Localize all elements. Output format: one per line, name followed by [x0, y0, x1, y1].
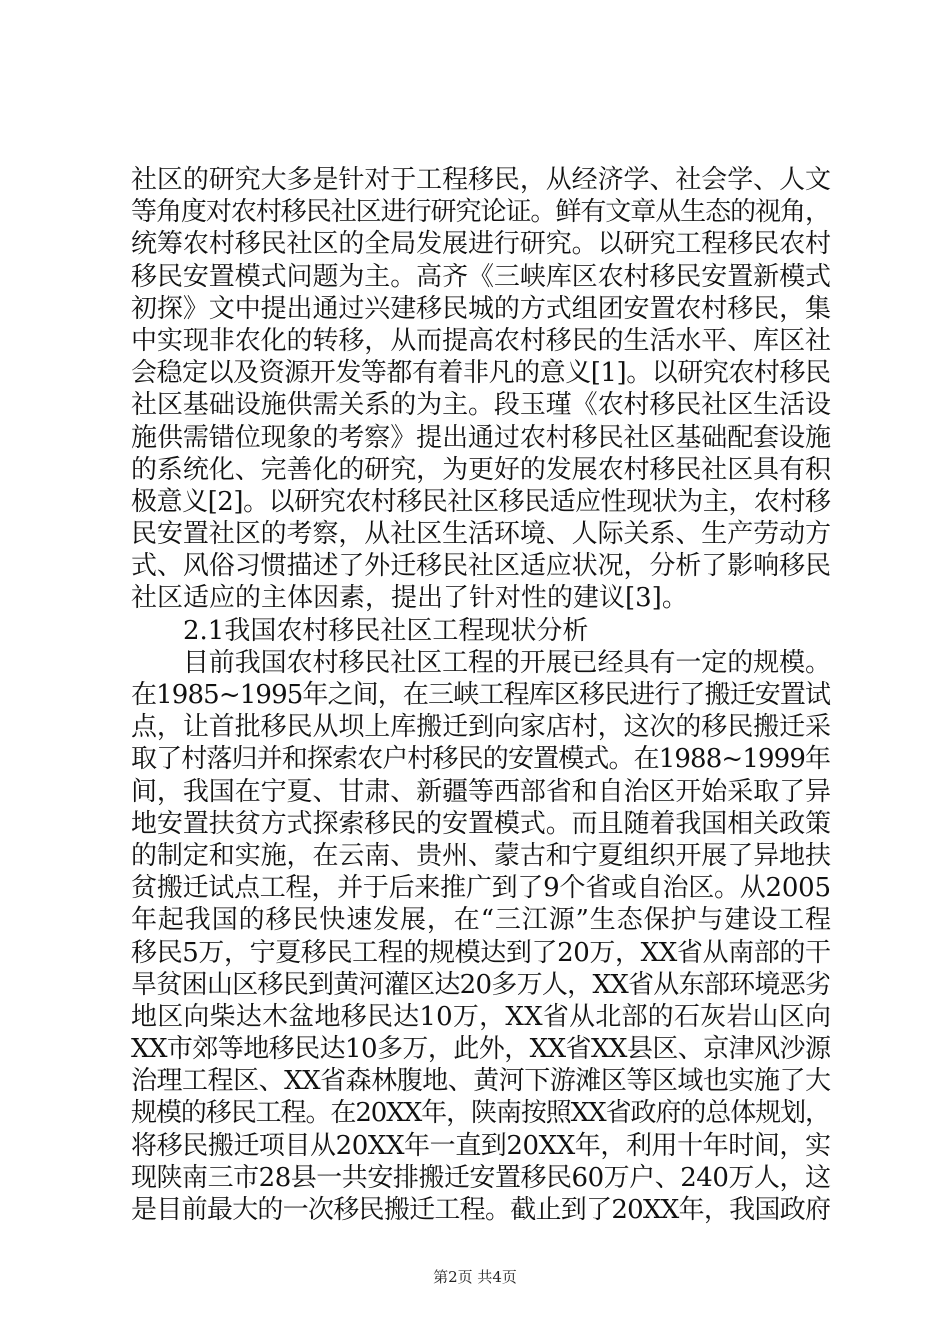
text-line: 点，让首批移民从坝上库搬迁到向家店村，这次的移民搬迁采	[131, 712, 831, 743]
text-line: 社区适应的主体因素，提出了针对性的建议[3]。	[131, 583, 688, 614]
text-line: 社区的研究大多是针对于工程移民，从经济学、社会学、人文	[131, 165, 831, 195]
text-line: 地安置扶贫方式探索移民的安置模式。而且随着我国相关政策	[131, 808, 831, 839]
text-line: 贫搬迁试点工程，并于后来推广到了9个省或自治区。从2005	[131, 873, 831, 904]
text-line: 会稳定以及资源开发等都有着非凡的意义[1]。以研究农村移民	[131, 358, 831, 389]
text-line: 的系统化、完善化的研究，为更好的发展农村移民社区具有积	[131, 454, 831, 485]
text-line: XX市郊等地移民达10多万，此外，XX省XX县区、京津风沙源	[131, 1034, 831, 1065]
text-line: 取了村落归并和探索农户村移民的安置模式。在1988~1999年	[131, 744, 831, 775]
text-line: 中实现非农化的转移，从而提高农村移民的生活水平、库区社	[131, 325, 831, 356]
text-line: 在1985~1995年之间，在三峡工程库区移民进行了搬迁安置试	[131, 680, 831, 710]
text-line: 的制定和实施，在云南、贵州、蒙古和宁夏组织开展了异地扶	[131, 840, 831, 871]
text-line: 地区向柴达木盆地移民达10万，XX省从北部的石灰岩山区向	[131, 1001, 832, 1032]
text-line: 初探》文中提出通过兴建移民城的方式组团安置农村移民，集	[131, 293, 831, 324]
text-line: 现陕南三市28县一共安排搬迁安置移民60万户、240万人，这	[131, 1162, 831, 1193]
text-line: 治理工程区、XX省森林腹地、黄河下游滩区等区域也实施了大	[131, 1066, 831, 1097]
text-line: 式、风俗习惯描述了外迁移民社区适应状况，分析了影响移民	[131, 551, 831, 582]
body-text	[131, 164, 831, 1226]
text-line: 施供需错位现象的考察》提出通过农村移民社区基础配套设施	[131, 422, 831, 453]
text-line: 民安置社区的考察，从社区生活环境、人际关系、生产劳动方	[131, 519, 831, 550]
page-footer: 第2页 共4页	[433, 1268, 517, 1286]
text-line: 2.1我国农村移民社区工程现状分析	[131, 615, 589, 646]
text-line: 移民5万，宁夏移民工程的规模达到了20万，XX省从南部的干	[131, 937, 831, 968]
text-line: 间，我国在宁夏、甘肃、新疆等西部省和自治区开始采取了异	[131, 776, 831, 807]
text-line: 等角度对农村移民社区进行研究论证。鲜有文章从生态的视角，	[131, 197, 830, 228]
text-line: 目前我国农村移民社区工程的开展已经具有一定的规模。	[131, 647, 831, 678]
text-line: 规模的移民工程。在20XX年，陕南按照XX省政府的总体规划，	[131, 1098, 830, 1129]
text-line: 年起我国的移民快速发展，在“三江源”生态保护与建设工程	[131, 905, 832, 936]
text-line: 移民安置模式问题为主。高齐《三峡库区农村移民安置新模式	[131, 261, 831, 292]
text-line: 将移民搬迁项目从20XX年一直到20XX年，利用十年时间，实	[131, 1130, 831, 1161]
text-line: 极意义[2]。以研究农村移民社区移民适应性现状为主，农村移	[131, 486, 831, 517]
text-line: 是目前最大的一次移民搬迁工程。截止到了20XX年，我国政府	[131, 1195, 831, 1225]
text-line: 旱贫困山区移民到黄河灌区达20多万人，XX省从东部环境恶劣	[131, 969, 831, 1000]
text-line: 统筹农村移民社区的全局发展进行研究。以研究工程移民农村	[131, 229, 831, 260]
text-line: 社区基础设施供需关系的为主。段玉瑾《农村移民社区生活设	[131, 390, 831, 421]
